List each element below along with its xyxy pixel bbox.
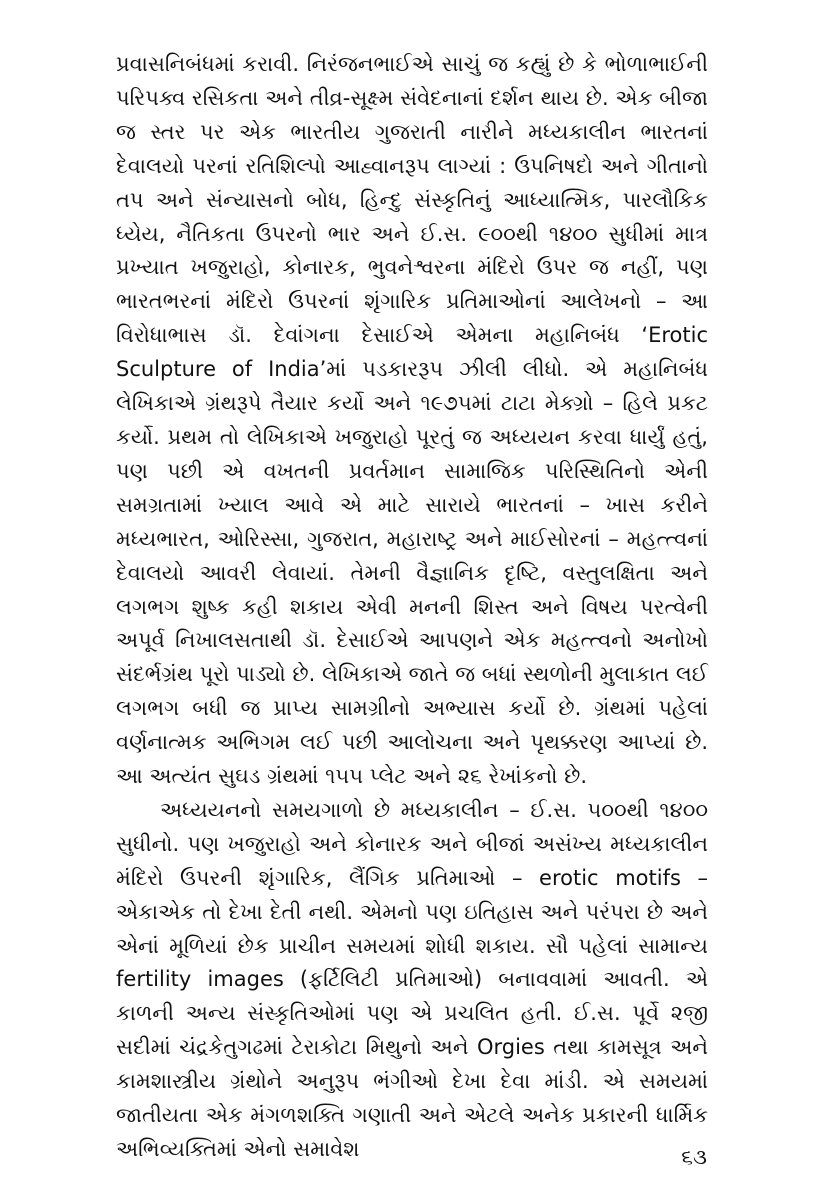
body-paragraph: પ્રવાસનિબંધમાં કરાવી. નિરંજનભાઈએ સાચું જ કહ્યું છે કે ભોળાભાઈની પરિપક્વ રસિકતા અને તીવ્ર-સૂક્ષ્મ સંવેદનાનાં દર્શન થાય છે. એક બીજા જ સ્તર પર એક ભારતીય ગુજરાતી નારીને મધ્યકાલીન ભારતનાં દેવાલયો પરનાં રતિશિલ્પો આહ્વાનરૂપ લાગ્યાં : ઉપનિષદો અને ગીતાનો તપ અને સંન્યાસનો બોધ, હિન્દુ સંસ્કૃતિનું આધ્યાત્મિક, પારલૌકિક ધ્યેય, નૈતિકતા ઉપરનો ભાર અને ઈ.સ. ૯૦૦થી ૧૪૦૦ સુધીમાં માત્ર પ્રખ્યાત ખજુરાહો, કોનારક, ભુવનેશ્વરના મંદિરો ઉપર જ નહીં, પણ ભારતભરનાં મંદિરો ઉપરનાં શૃંગારિક પ્રતિમાઓનાં આલેખનો – આ વિરોધાભાસ ડૉ. દેવાંગના દેસાઈએ એમના મહાનિબંધ ‘Erotic Sculpture of India’માં પડકારરૂપ ઝીલી લીધો. એ મહાનિબંધ લેખિકાએ ગ્રંથરૂપે તૈયાર કર્યો અને ૧૯૭૫માં ટાટા મેક્ગ્રો – હિલે પ્રકટ કર્યો. પ્રથમ તો લેખિકાએ ખજુરાહો પૂરતું જ અધ્યયન કરવા ધાર્યું હતું, પણ પછી એ વખતની પ્રવર્તમાન સામાજિક પરિસ્થિતિનો એની સમગ્રતામાં ખ્યાલ આવે એ માટે સારાયે ભારતનાં – ખાસ કરીને મધ્યભારત, ઓરિસ્સા, ગુજરાત, મહારાષ્ટ્ર અને માઈસોરનાં – મહત્ત્વનાં દેવાલયો આવરી લેવાયાં. તેમની વૈજ્ઞાનિક દૃષ્ટિ, વસ્તુલક્ષિતા અને લગભગ શુષ્ક કહી શકાય એવી મનની શિસ્ત અને વિષય પરત્વેની અપૂર્વ નિખાલસતાથી ડૉ. દેસાઈએ આપણને એક મહત્ત્વનો અનોખો સંદર્ભગ્રંથ પૂરો પાડ્યો છે. લેખિકાએ જાતે જ બધાં સ્થળોની મુલાકાત લઈ લગભગ બધી જ પ્રાપ્ય સામગ્રીનો અભ્યાસ કર્યો છે. ગ્રંથમાં પહેલાં વર્ણનાત્મક અભિગમ લઈ પછી આલોચના અને પૃથક્કરણ આપ્યાં છે. આ અત્યંત સુઘડ ગ્રંથમાં ૧૫૫ પ્લેટ અને ૨૬ રેખાંકનો છે. [116,52,708,789]
body-paragraph: અધ્યયનનો સમયગાળો છે મધ્યકાલીન – ઈ.સ. ૫૦૦થી ૧૪૦૦ સુધીનો. પણ ખજુરાહો અને કોનારક અને બીજાં અસંખ્ય મધ્યકાલીન મંદિરો ઉપરની શૃંગારિક, લૈંગિક પ્રતિમાઓ – erotic motifs – એકાએક તો દેખા દેતી નથી. એમનો પણ ઇતિહાસ અને પરંપરા છે અને એનાં મૂળિયાં છેક પ્રાચીન સમયમાં શોધી શકાય. સૌ પહેલાં સામાન્ય fertility images (ફર્ટિલિટી પ્રતિમાઓ) બનાવવામાં આવતી. એ કાળની અન્ય સંસ્કૃતિઓમાં પણ એ પ્રચલિત હતી. ઈ.સ. પૂર્વે ૨જી સદીમાં ચંદ્રકેતુગઢમાં ટેરાકોટા મિથુનો અને Orgies તથા કામસૂત્ર અને કામશાસ્ત્રીય ગ્રંથોને અનુરૂપ ભંગીઓ દેખા દેવા માંડી. એ સમયમાં જાતીયતા એક મંગળશક્તિ ગણાતી અને એટલે અનેક પ્રકારની ધાર્મિક અભિવ્યક્તિમાં એનો સમાવેશ [116,797,708,1161]
page-body [116,48,708,1167]
page-number: ૬૩ [681,1145,707,1169]
